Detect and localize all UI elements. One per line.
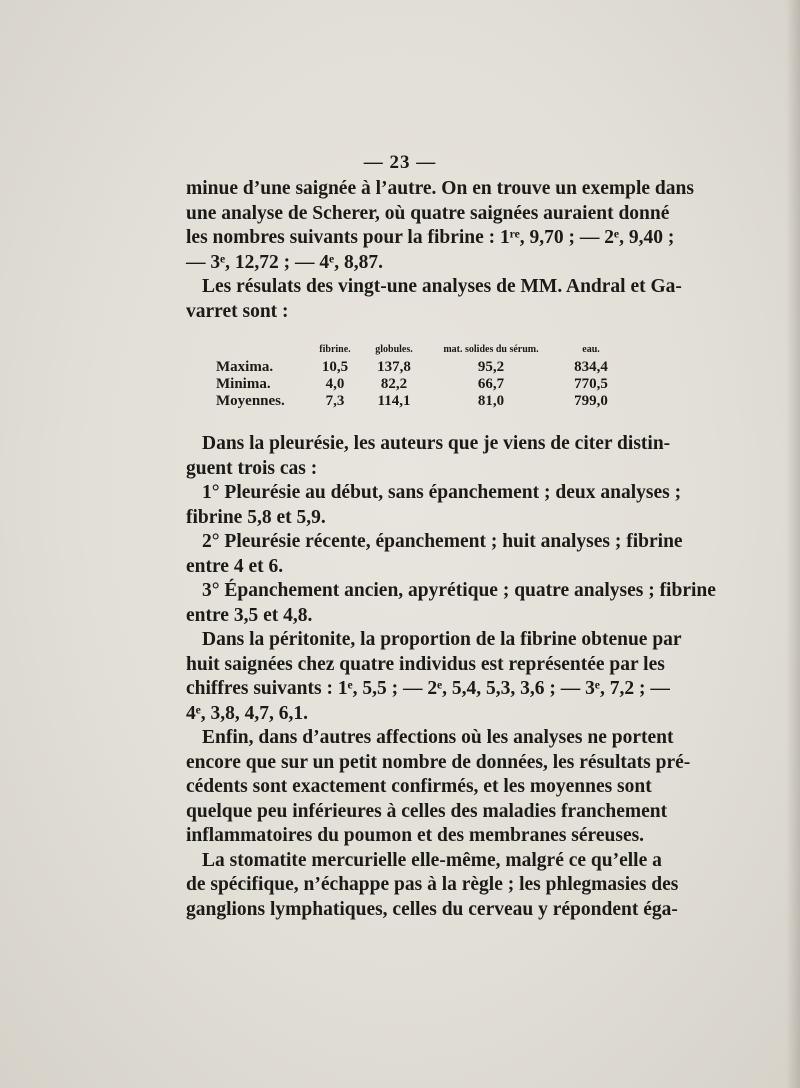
text-line: huit saignées chez quatre individus est représentée par les xyxy=(186,653,665,675)
table-cell: 82,2 xyxy=(380,376,408,392)
text-line: entre 4 et 6. xyxy=(186,555,284,577)
text-line: inflammatoires du poumon et des membranes séreuses. xyxy=(186,825,645,846)
text-line: fibrine 5,8 et 5,9. xyxy=(186,506,326,528)
table-header-cell: fibrine. xyxy=(319,344,351,355)
table-header-cell: globules. xyxy=(375,344,413,355)
table-cell: 10,5 xyxy=(321,359,349,375)
text-line: 4ᵉ, 3,8, 4,7, 6,1. xyxy=(186,702,309,724)
results-table xyxy=(216,344,626,410)
text-line: cédents sont exactement confirmés, et les moyennes sont xyxy=(186,776,652,797)
page-number: — 23 — xyxy=(363,152,437,173)
text-line: Dans la pleurésie, les auteurs que je viens de citer distin- xyxy=(202,433,671,454)
text-line: ganglions lymphatiques, celles du cerveau y répondent éga- xyxy=(186,898,678,920)
table-cell: 81,0 xyxy=(477,393,505,409)
text-line: guent trois cas : xyxy=(186,457,318,479)
text-line: encore que sur un petit nombre de données, les résultats pré- xyxy=(186,751,691,773)
table-cell: 66,7 xyxy=(477,376,505,392)
table-cell: 799,0 xyxy=(574,393,608,409)
text-line: 3° Épanchement ancien, apyrétique ; quatre analyses ; fibrine xyxy=(202,580,716,601)
table-cell: 7,3 xyxy=(325,393,345,409)
table-cell: 137,8 xyxy=(377,359,411,375)
table-row xyxy=(216,376,626,393)
table-cell: 834,4 xyxy=(574,359,608,375)
table-header-cell xyxy=(216,344,308,359)
table-header-cell: eau. xyxy=(582,344,600,355)
text-line: les nombres suivants pour la fibrine : 1ʳᵉ, 9,70 ; — 2ᵉ, 9,40 ; xyxy=(186,227,675,248)
text-block-bottom xyxy=(186,432,716,922)
text-line: Dans la péritonite, la proportion de la fibrine obtenue par xyxy=(202,629,682,650)
table-row xyxy=(216,393,626,410)
table-cell: 95,2 xyxy=(477,359,505,375)
text-line: — 3ᵉ, 12,72 ; — 4ᵉ, 8,87. xyxy=(186,251,383,273)
text-line: entre 3,5 et 4,8. xyxy=(186,604,313,626)
text-line: quelque peu inférieures à celles des maladies franchement xyxy=(186,800,668,822)
row-label: Maxima. xyxy=(216,359,274,375)
text-line: une analyse de Scherer, où quatre saignées auraient donné xyxy=(186,202,670,224)
text-line: Enfin, dans d’autres affections où les analyses ne portent xyxy=(202,727,674,748)
text-line: Les résulats des vingt-une analyses de MM. Andral et Ga- xyxy=(202,276,682,297)
row-label: Moyennes. xyxy=(216,393,285,409)
text-line: de spécifique, n’échappe pas à la règle ; les phlegmasies des xyxy=(186,874,679,895)
row-label: Minima. xyxy=(216,376,271,392)
table-cell: 114,1 xyxy=(377,393,411,409)
text-line: 2° Pleurésie récente, épanchement ; huit analyses ; fibrine xyxy=(202,531,683,552)
text-line: varret sont : xyxy=(186,300,289,322)
table-cell: 4,0 xyxy=(325,376,345,392)
table-body xyxy=(216,359,626,410)
text-line: 1° Pleurésie au début, sans épanchement ; deux analyses ; xyxy=(202,482,682,503)
table-header-cell: mat. solides du sérum. xyxy=(443,344,539,355)
text-line: La stomatite mercurielle elle-même, malgré ce qu’elle a xyxy=(202,849,662,871)
text-line: minue d’une saignée à l’autre. On en trouve un exemple dans xyxy=(186,178,694,199)
text-block-top xyxy=(186,177,694,324)
table-header-row xyxy=(216,344,626,359)
text-line: chiffres suivants : 1ᵉ, 5,5 ; — 2ᵉ, 5,4, 5,3, 3,6 ; — 3ᵉ, 7,2 ; — xyxy=(186,678,670,699)
table-cell: 770,5 xyxy=(574,376,608,392)
table-row xyxy=(216,359,626,376)
